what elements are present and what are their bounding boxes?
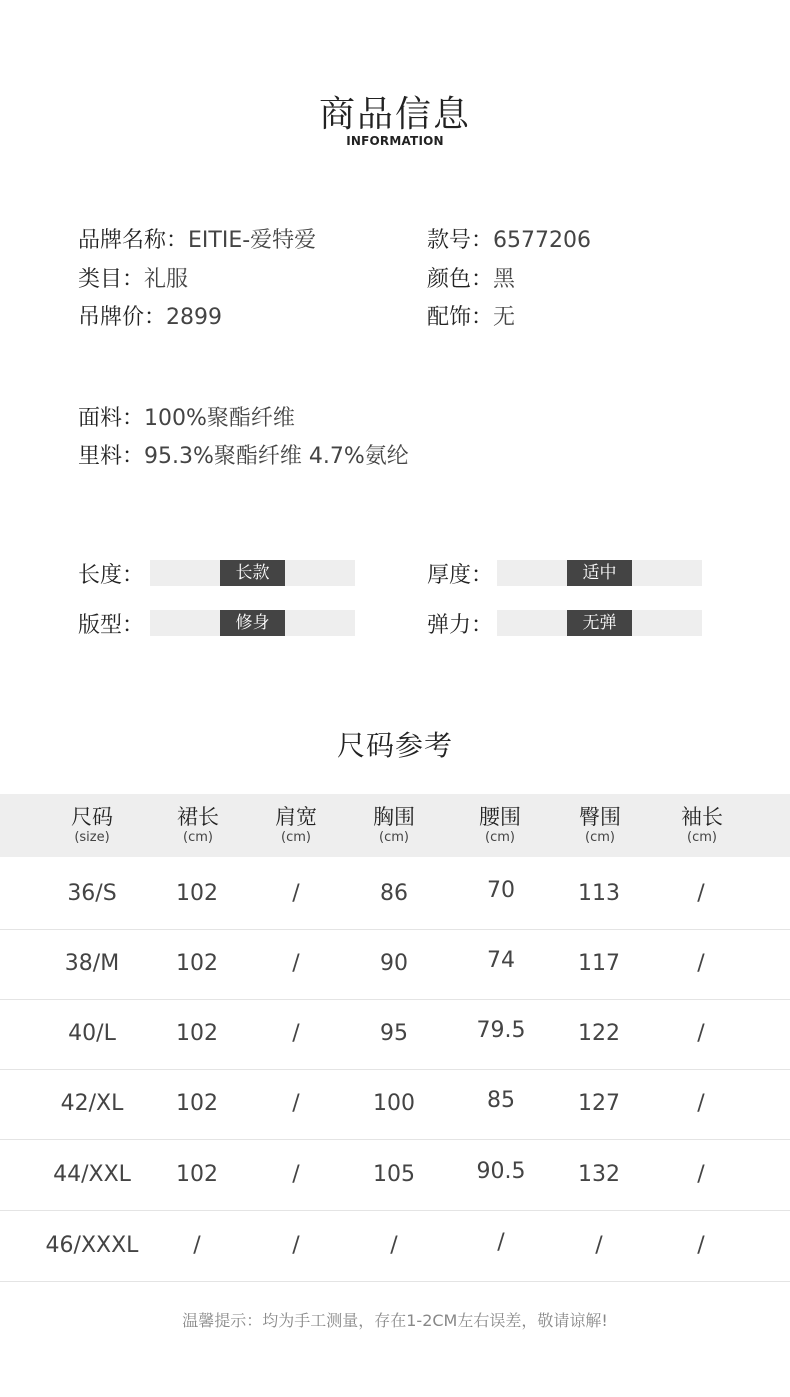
header-waist-unit: (cm) bbox=[485, 830, 515, 845]
category-label: 类目： bbox=[78, 267, 145, 292]
header-sleeve-unit: (cm) bbox=[687, 830, 717, 845]
fit-value-pill: 修身 bbox=[220, 610, 285, 636]
price-value: 2899 bbox=[166, 305, 223, 330]
table-row bbox=[0, 1139, 790, 1211]
cell-shoulder: / bbox=[292, 1091, 300, 1116]
cell-size: 40/L bbox=[68, 1021, 116, 1046]
header-size-name: 尺码 bbox=[71, 805, 113, 829]
cell-size: 44/XXL bbox=[53, 1162, 131, 1187]
page-title: 商品信息 bbox=[318, 94, 471, 135]
header-hip-unit: (cm) bbox=[585, 830, 615, 845]
fit-label: 版型： bbox=[78, 613, 145, 638]
header-shoulder bbox=[246, 794, 346, 846]
accessory-info bbox=[427, 300, 515, 331]
cell-waist: / bbox=[497, 1230, 505, 1255]
price-label: 吊牌价： bbox=[78, 305, 167, 330]
header-hip-name: 臀围 bbox=[579, 805, 621, 829]
elasticity-label: 弹力： bbox=[427, 613, 494, 638]
cell-dress-length: 102 bbox=[176, 881, 218, 906]
header-sleeve bbox=[652, 794, 752, 846]
elasticity-value-pill: 无弹 bbox=[567, 610, 632, 636]
cell-shoulder: / bbox=[292, 1021, 300, 1046]
header-shoulder-unit: (cm) bbox=[281, 830, 311, 845]
cell-bust: 90 bbox=[380, 951, 408, 976]
thickness-scale bbox=[497, 560, 702, 586]
cell-hip: 113 bbox=[578, 881, 620, 906]
header-waist bbox=[450, 794, 550, 846]
header-sleeve-name: 袖长 bbox=[681, 805, 723, 829]
fit-scale bbox=[150, 610, 355, 636]
cell-bust: / bbox=[390, 1233, 398, 1258]
cell-size: 42/XL bbox=[60, 1091, 124, 1116]
brand-info bbox=[78, 223, 316, 254]
brand-label: 品牌名称： bbox=[78, 228, 189, 253]
cell-hip: 132 bbox=[578, 1162, 620, 1187]
color-info bbox=[427, 262, 515, 293]
cell-sleeve: / bbox=[697, 951, 705, 976]
cell-waist: 85 bbox=[487, 1088, 515, 1113]
accessory-label: 配饰： bbox=[427, 305, 494, 330]
style-value: 6577206 bbox=[493, 228, 591, 253]
header-dress-length-unit: (cm) bbox=[183, 830, 213, 845]
thickness-value-pill: 适中 bbox=[567, 560, 632, 586]
lining-label: 里料： bbox=[78, 444, 145, 469]
price-info bbox=[78, 300, 222, 331]
table-row bbox=[0, 928, 790, 1000]
cell-shoulder: / bbox=[292, 881, 300, 906]
table-row bbox=[0, 1068, 790, 1140]
header-size-unit: (size) bbox=[74, 830, 110, 845]
cell-hip: 122 bbox=[578, 1021, 620, 1046]
category-value: 礼服 bbox=[144, 267, 189, 292]
lining-info bbox=[78, 439, 409, 470]
header-size bbox=[42, 794, 142, 846]
cell-dress-length: 102 bbox=[176, 951, 218, 976]
header-dress-length-name: 裙长 bbox=[177, 805, 219, 829]
cell-hip: / bbox=[595, 1233, 603, 1258]
cell-sleeve: / bbox=[697, 1091, 705, 1116]
size-chart-title: 尺码参考 bbox=[336, 729, 453, 762]
cell-size: 46/XXXL bbox=[45, 1233, 139, 1258]
length-scale bbox=[150, 560, 355, 586]
cell-bust: 95 bbox=[380, 1021, 408, 1046]
cell-dress-length: 102 bbox=[176, 1021, 218, 1046]
fabric-info bbox=[78, 401, 295, 432]
header-bust-unit: (cm) bbox=[379, 830, 409, 845]
cell-size: 36/S bbox=[67, 881, 117, 906]
header-bust-name: 胸围 bbox=[373, 805, 415, 829]
thickness-label: 厚度： bbox=[427, 563, 494, 588]
header-shoulder-name: 肩宽 bbox=[275, 805, 317, 829]
header-hip bbox=[550, 794, 650, 846]
header-waist-name: 腰围 bbox=[479, 805, 521, 829]
category-info bbox=[78, 262, 188, 293]
header-dress-length bbox=[148, 794, 248, 846]
cell-dress-length: / bbox=[193, 1233, 201, 1258]
cell-sleeve: / bbox=[697, 1021, 705, 1046]
cell-size: 38/M bbox=[64, 951, 120, 976]
style-info bbox=[427, 223, 591, 254]
cell-waist: 79.5 bbox=[476, 1018, 526, 1043]
cell-waist: 74 bbox=[487, 948, 515, 973]
length-label: 长度： bbox=[78, 563, 145, 588]
cell-shoulder: / bbox=[292, 951, 300, 976]
cell-dress-length: 102 bbox=[176, 1162, 218, 1187]
cell-shoulder: / bbox=[292, 1162, 300, 1187]
accessory-value: 无 bbox=[493, 305, 516, 330]
style-label: 款号： bbox=[427, 228, 494, 253]
table-row bbox=[0, 1210, 790, 1282]
cell-waist: 90.5 bbox=[476, 1159, 526, 1184]
cell-sleeve: / bbox=[697, 881, 705, 906]
header-bust bbox=[344, 794, 444, 846]
cell-shoulder: / bbox=[292, 1233, 300, 1258]
color-value: 黑 bbox=[493, 267, 516, 292]
cell-bust: 86 bbox=[380, 881, 408, 906]
cell-dress-length: 102 bbox=[176, 1091, 218, 1116]
table-row bbox=[0, 858, 790, 930]
length-value-pill: 长款 bbox=[220, 560, 285, 586]
fabric-label: 面料： bbox=[78, 406, 145, 431]
fabric-value: 100%聚酯纤维 bbox=[144, 406, 295, 431]
table-row bbox=[0, 998, 790, 1070]
cell-sleeve: / bbox=[697, 1162, 705, 1187]
brand-value: EITIE-爱特爱 bbox=[188, 228, 317, 253]
page-subtitle: INFORMATION bbox=[346, 134, 444, 148]
cell-sleeve: / bbox=[697, 1233, 705, 1258]
cell-bust: 105 bbox=[373, 1162, 415, 1187]
cell-waist: 70 bbox=[487, 878, 515, 903]
cell-hip: 127 bbox=[578, 1091, 620, 1116]
elasticity-scale bbox=[497, 610, 702, 636]
measurement-note: 温馨提示：均为手工测量，存在1-2CM左右误差，敬请谅解! bbox=[182, 1311, 608, 1330]
cell-bust: 100 bbox=[373, 1091, 415, 1116]
size-table-header bbox=[0, 794, 790, 857]
color-label: 颜色： bbox=[427, 267, 494, 292]
lining-value: 95.3%聚酯纤维 4.7%氨纶 bbox=[144, 444, 409, 469]
cell-hip: 117 bbox=[578, 951, 620, 976]
